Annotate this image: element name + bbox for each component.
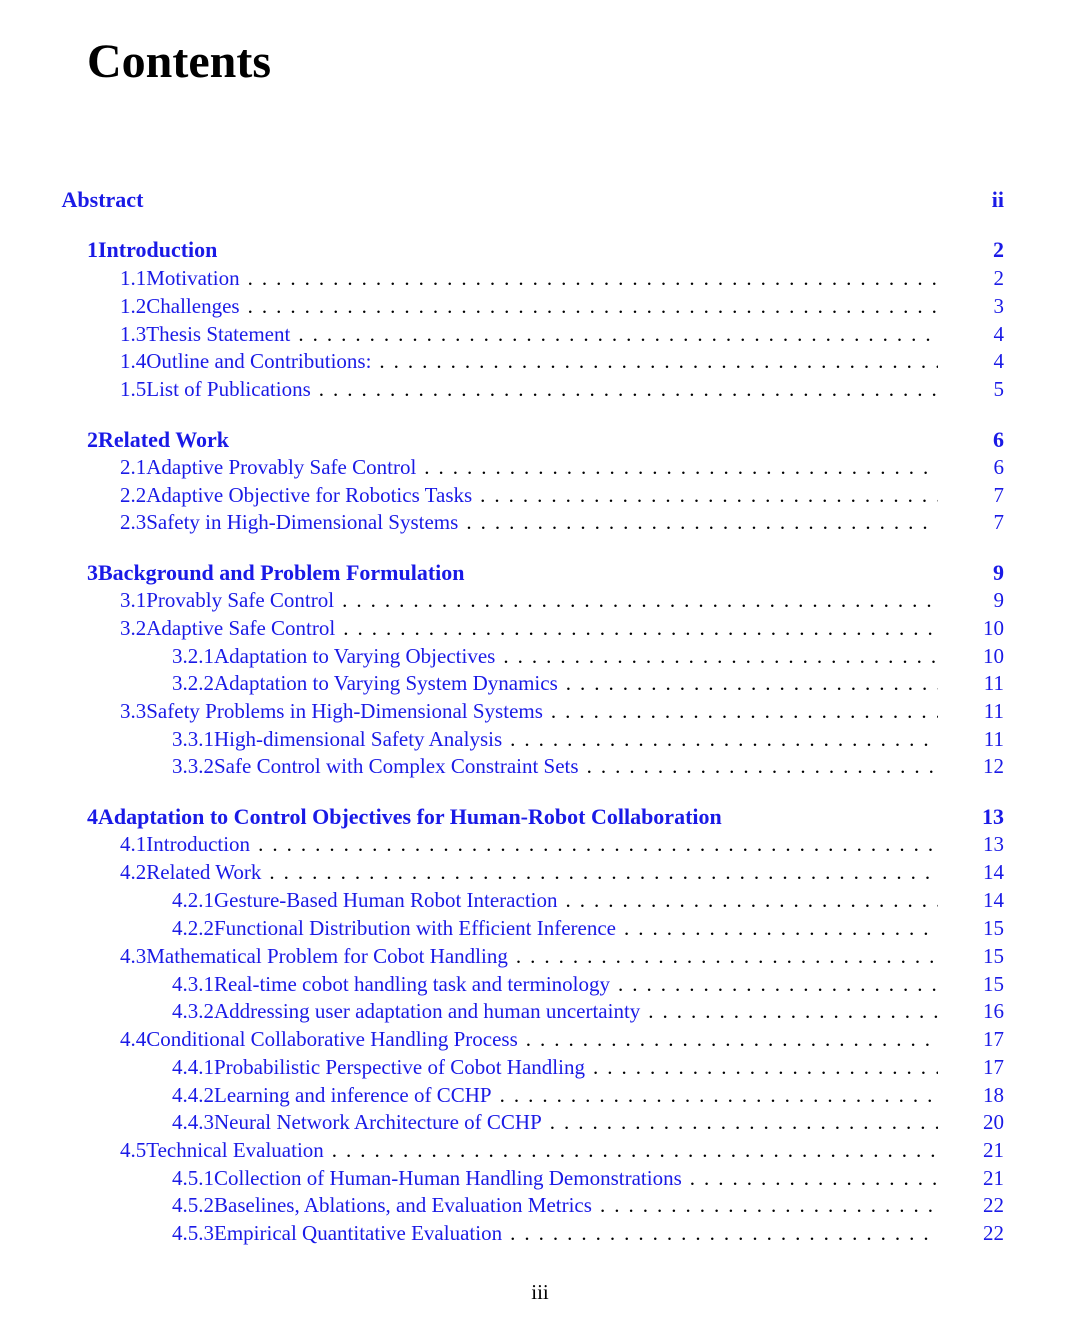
toc-entry-title: Learning and inference of CCHP (214, 1083, 492, 1107)
toc-entry-chapter[interactable] (87, 237, 1004, 263)
toc-leader-dots (648, 999, 938, 1024)
toc-entry-title: Safety Problems in High-Dimensional Systems (146, 699, 543, 723)
toc-entry-page: 21 (983, 1138, 1004, 1162)
toc-entry-title: Real-time cobot handling task and terminology (214, 972, 610, 996)
toc-leader-dots (503, 644, 938, 669)
toc-entry-section[interactable] (120, 616, 1004, 641)
toc-entry-chapter[interactable] (87, 427, 1004, 453)
toc-entry-number: 4.5.1 (172, 1166, 214, 1190)
toc-entry-subsection[interactable] (172, 1193, 1004, 1218)
toc-entry-title: Thesis Statement (146, 322, 291, 346)
toc-entry-page: 4 (993, 322, 1004, 346)
toc-entry-subsection[interactable] (172, 972, 1004, 997)
toc-entry-subsection[interactable] (172, 1166, 1004, 1191)
toc-entry-section[interactable] (120, 699, 1004, 724)
toc-leader-dots (600, 1193, 938, 1218)
toc-entry-page: 18 (983, 1083, 1004, 1107)
toc-leader-dots (500, 1083, 938, 1108)
toc-entry-section[interactable] (120, 483, 1004, 508)
toc-entry-title: Addressing user adaptation and human uncertainty (214, 999, 641, 1023)
toc-entry-number: 3 (87, 560, 98, 585)
toc-entry-subsection[interactable] (172, 1083, 1004, 1108)
toc-entry-section[interactable] (120, 322, 1004, 347)
toc-leader-dots (510, 1221, 938, 1246)
toc-entry-title: Background and Problem Formulation (98, 560, 465, 585)
toc-entry-title: Baselines, Ablations, and Evaluation Metrics (214, 1193, 592, 1217)
toc-entry-page: 11 (983, 699, 1004, 723)
toc-entry-number: 3.2.1 (172, 644, 214, 668)
toc-leader-dots (248, 266, 938, 291)
toc-entry-title: Collection of Human-Human Handling Demonstrations (214, 1166, 682, 1190)
toc-entry-title: Adaptive Objective for Robotics Tasks (146, 483, 473, 507)
toc-entry-subsection[interactable] (172, 754, 1004, 779)
toc-entry-subsection[interactable] (172, 671, 1004, 696)
toc-entry-number: 4 (87, 804, 98, 829)
toc-entry-page: 4 (993, 349, 1004, 373)
toc-entry-number: 4.3.1 (172, 972, 214, 996)
toc-leader-dots (379, 349, 938, 374)
toc-entry-page: 21 (983, 1166, 1004, 1190)
toc-entry-title: Challenges (146, 294, 240, 318)
toc-entry-title: Motivation (146, 266, 240, 290)
toc-entry-title: Conditional Collaborative Handling Process (146, 1027, 518, 1051)
toc-entry-page: 10 (983, 644, 1004, 668)
toc-entry-page: 22 (983, 1193, 1004, 1217)
toc-entry-title: Safe Control with Complex Constraint Sets (214, 754, 579, 778)
toc-entry-section[interactable] (120, 588, 1004, 613)
toc-entry-number: 4.3 (120, 944, 147, 968)
toc-entry-subsection[interactable] (172, 999, 1004, 1024)
toc-entry-number: 4.2.1 (172, 888, 214, 912)
toc-entry-page: 17 (983, 1027, 1004, 1051)
toc-entry-number: 4.4.3 (172, 1110, 214, 1134)
toc-entry-number: 4.4 (120, 1027, 147, 1051)
toc-leader-dots (258, 832, 938, 857)
toc-entry-title: Neural Network Architecture of CCHP (214, 1110, 542, 1134)
toc-entry-page: 14 (983, 888, 1004, 912)
toc-entry-number: 3.3.1 (172, 727, 214, 751)
toc-entry-page: 9 (993, 560, 1004, 585)
toc-entry-title: Introduction (146, 832, 251, 856)
toc-entry-section[interactable] (120, 455, 1004, 480)
toc-entry-number: 1.4 (120, 349, 147, 373)
toc-entry-number: 4.5 (120, 1138, 147, 1162)
toc-entry-section[interactable] (120, 832, 1004, 857)
toc-entry-abstract[interactable] (61, 187, 1004, 213)
toc-entry-section[interactable] (120, 294, 1004, 319)
toc-entry-page: 16 (983, 999, 1004, 1023)
toc-entry-page: 15 (983, 944, 1004, 968)
toc-entry-page: 10 (983, 616, 1004, 640)
toc-entry-section[interactable] (120, 944, 1004, 969)
toc-entry-page: 17 (983, 1055, 1004, 1079)
toc-entry-section[interactable] (120, 349, 1004, 374)
toc-entry-subsection[interactable] (172, 916, 1004, 941)
toc-leader-dots (690, 1166, 938, 1191)
toc-entry-title: Mathematical Problem for Cobot Handling (146, 944, 508, 968)
toc-entry-title: Safety in High-Dimensional Systems (146, 510, 459, 534)
page-number: iii (531, 1280, 549, 1304)
toc-entry-number: 1 (87, 237, 98, 262)
toc-entry-page: 2 (993, 237, 1004, 262)
toc-entry-page: 6 (993, 455, 1004, 479)
toc-entry-page: ii (991, 187, 1004, 212)
toc-entry-page: 12 (983, 754, 1004, 778)
toc-entry-section[interactable] (120, 377, 1004, 402)
toc-entry-page: 14 (983, 860, 1004, 884)
toc-entry-page: 2 (993, 266, 1004, 290)
toc-leader-dots (424, 455, 938, 480)
toc-entry-page: 13 (982, 804, 1004, 829)
toc-leader-dots (551, 699, 938, 724)
toc-entry-subsection[interactable] (172, 888, 1004, 913)
toc-entry-chapter[interactable] (87, 560, 1004, 586)
toc-entry-title: Gesture-Based Human Robot Interaction (214, 888, 558, 912)
toc-entry-number: 3.2.2 (172, 671, 214, 695)
toc-entry-title: Provably Safe Control (146, 588, 335, 612)
toc-entry-number: 3.2 (120, 616, 147, 640)
toc-entry-number: 3.1 (120, 588, 147, 612)
toc-leader-dots (319, 377, 938, 402)
toc-entry-number: 1.3 (120, 322, 147, 346)
toc-leader-dots (593, 1055, 938, 1080)
toc-entry-number: 1.5 (120, 377, 147, 401)
toc-entry-title: Empirical Quantitative Evaluation (214, 1221, 503, 1245)
toc-leader-dots (566, 671, 938, 696)
toc-entry-page: 7 (993, 483, 1004, 507)
toc-entry-number: 4.4.2 (172, 1083, 214, 1107)
toc-leader-dots (624, 916, 938, 941)
toc-leader-dots (298, 322, 938, 347)
toc-entry-page: 6 (993, 427, 1004, 452)
toc-entry-page: 7 (993, 510, 1004, 534)
toc-entry-title: Related Work (98, 427, 229, 452)
toc-entry-subsection[interactable] (172, 1055, 1004, 1080)
toc-entry-page: 11 (983, 727, 1004, 751)
toc-entry-number: 4.2 (120, 860, 147, 884)
toc-entry-subsection[interactable] (172, 1110, 1004, 1135)
toc-entry-number: 1.2 (120, 294, 147, 318)
toc-entry-number: 1.1 (120, 266, 147, 290)
toc-leader-dots (526, 1027, 938, 1052)
toc-entry-title: Probabilistic Perspective of Cobot Handling (214, 1055, 585, 1079)
toc-entry-section[interactable] (120, 1027, 1004, 1052)
toc-entry-number: 2.1 (120, 455, 147, 479)
toc-entry-page: 3 (993, 294, 1004, 318)
toc-leader-dots (343, 616, 938, 641)
toc-entry-number: 4.5.2 (172, 1193, 214, 1217)
toc-entry-subsection[interactable] (172, 1221, 1004, 1246)
toc-leader-dots (550, 1110, 938, 1135)
toc-entry-title: Abstract (61, 187, 144, 212)
toc-entry-page: 11 (983, 671, 1004, 695)
toc-entry-page: 9 (993, 588, 1004, 612)
toc-entry-section[interactable] (120, 510, 1004, 535)
toc-leader-dots (248, 294, 938, 319)
toc-entry-page: 22 (983, 1221, 1004, 1245)
toc-leader-dots (587, 754, 938, 779)
toc-entry-section[interactable] (120, 266, 1004, 291)
toc-entry-title: Outline and Contributions: (146, 349, 372, 373)
toc-entry-title: Adaptation to Varying System Dynamics (214, 671, 558, 695)
toc-entry-number: 4.4.1 (172, 1055, 214, 1079)
toc-entry-number: 2.3 (120, 510, 147, 534)
toc-entry-section[interactable] (120, 860, 1004, 885)
toc-entry-title: Adaptation to Varying Objectives (214, 644, 496, 668)
toc-leader-dots (269, 860, 938, 885)
toc-entry-title: Functional Distribution with Efficient Inference (214, 916, 617, 940)
toc-entry-title: Adaptation to Control Objectives for Human-Robot Collaboration (98, 804, 722, 829)
toc-leader-dots (466, 510, 938, 535)
toc-leader-dots (510, 727, 938, 752)
toc-entry-number: 4.1 (120, 832, 147, 856)
toc-entry-number: 4.3.2 (172, 999, 214, 1023)
toc-entry-title: Technical Evaluation (146, 1138, 324, 1162)
toc-leader-dots (342, 588, 938, 613)
toc-entry-number: 3.3.2 (172, 754, 214, 778)
toc-entry-subsection[interactable] (172, 727, 1004, 752)
toc-entry-number: 2.2 (120, 483, 147, 507)
toc-entry-page: 15 (983, 972, 1004, 996)
toc-leader-dots (480, 483, 938, 508)
toc-entry-subsection[interactable] (172, 644, 1004, 669)
toc-entry-page: 15 (983, 916, 1004, 940)
toc-entry-number: 3.3 (120, 699, 147, 723)
toc-entry-page: 20 (983, 1110, 1004, 1134)
toc-leader-dots (332, 1138, 938, 1163)
toc-entry-title: Adaptive Safe Control (146, 616, 336, 640)
toc-entry-number: 4.2.2 (172, 916, 214, 940)
toc-entry-number: 2 (87, 427, 98, 452)
toc-entry-title: Related Work (146, 860, 262, 884)
toc-leader-dots (516, 944, 938, 969)
toc-leader-dots (566, 888, 939, 913)
toc-entry-chapter[interactable] (87, 804, 1004, 830)
toc-entry-number: 4.5.3 (172, 1221, 214, 1245)
toc-entry-page: 13 (983, 832, 1004, 856)
toc-entry-title: List of Publications (146, 377, 311, 401)
toc-entry-page: 5 (993, 377, 1004, 401)
toc-entry-title: Adaptive Provably Safe Control (146, 455, 417, 479)
toc-entry-section[interactable] (120, 1138, 1004, 1163)
toc-entry-title: High-dimensional Safety Analysis (214, 727, 503, 751)
toc-leader-dots (618, 972, 938, 997)
page-title: Contents (87, 35, 272, 88)
toc-entry-title: Introduction (98, 237, 218, 262)
